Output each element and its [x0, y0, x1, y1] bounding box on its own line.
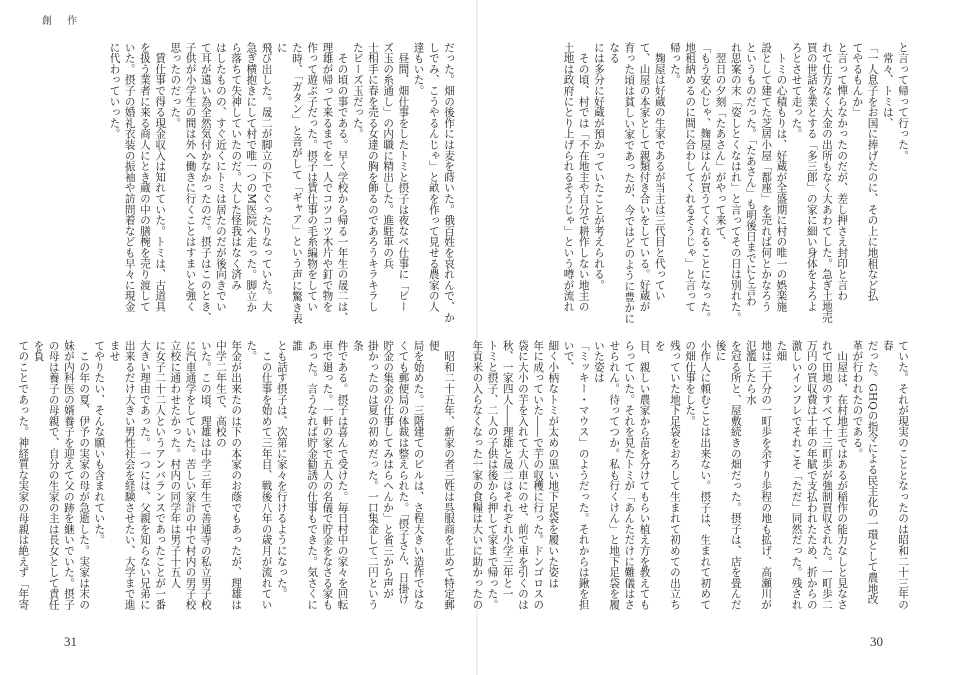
- text-column: 残っていた地下足袋をおろして生まれて初めての出立ちを: [653, 340, 681, 610]
- text-column: その頃、村では「不在地主や自分で耕作しない地主の: [577, 42, 590, 312]
- text-column: 年金が出来たのは下の本家のお蔭でもあったが、理雄は中学二年生で、高校の: [214, 340, 243, 610]
- text-column: 昭和二十五年、新家の者三姓は呉服商を止めて特定郵便: [427, 340, 455, 610]
- text-column: たビーズ玉だった。: [351, 42, 364, 140]
- text-column: はしたものの、すぐ近くにトミは居たのだが後向きでい: [214, 42, 227, 312]
- text-column: た時、「ガタン」と音がして「ギャア」という声に驚き表に: [275, 42, 303, 324]
- text-column: 飛び出した。晟二が脚立の下でぐったりなっていた。大: [260, 42, 273, 312]
- text-column: 万円の買収費は十年の年賦で支払われたため、折からの: [805, 340, 818, 610]
- text-column: 土地は政府にとり上げられるそうじゃ」という噂が流れ: [562, 42, 575, 312]
- text-column: くても郵便局の体裁は整えられた。「摂子さん、日掛け: [397, 340, 410, 605]
- text-column: 育った頃は貧しい家であったが、今ではどのように豊かになる: [608, 42, 636, 324]
- text-column: 目、親しい農家から苗を分けてもらい植え方を教えても: [638, 340, 651, 610]
- text-column: この年の夏、伊予の実家の母が急逝した。実家は末の: [78, 340, 91, 610]
- text-column: 車で廻った。一軒の家で五人の名儀で貯金をなさる家も: [321, 340, 334, 610]
- text-block-upper: [514, 42, 910, 324]
- text-column: 士相手に春を売る女達の胸を飾るのであろうキラキラし: [366, 42, 379, 312]
- text-column: と言って帰って行った。: [897, 42, 909, 161]
- text-column: とも話す摂子は、次第に家々を行けるようになった。: [275, 340, 288, 600]
- text-column: 貯金の集金の仕事してみはらへんか」と省三から声が: [382, 340, 395, 600]
- text-column: 子供が小学生の間は外へ働きに行くことはすまいと強く: [184, 42, 197, 312]
- text-column: しでみ、こうやるんじゃ」と畝を作って見せる農家の人: [427, 42, 440, 312]
- text-column: 秋、一家四人――理雄と晟二はそれぞれ小学三年と一: [501, 340, 514, 600]
- text-column: て、山屋の本家として親類付き合いをしている。好蔵が: [638, 42, 651, 312]
- text-column: 買の世話を業とする「多三郎」の家に細い身体をよろよ: [805, 42, 818, 312]
- text-column: 出来るだけ大きい男性社会を経験させたい、大学まで進ませ: [108, 340, 136, 610]
- text-column: トミの心積もりは、好蔵が全盛期に村の唯一の娯楽施: [775, 42, 788, 312]
- text-column: れ思案の末「姿しとくなはれ」と言ってその日は別れた。: [729, 42, 742, 323]
- text-column: あった。言うなれば貯金勧誘の仕事もできた。気さくに誰: [290, 340, 319, 610]
- page-30: [471, 0, 954, 675]
- text-column: に女子二十二人というアンバランスであったことが一番: [154, 340, 167, 610]
- text-column: だった。畑の後作には麦を蒔いた。俄百姓を哀れんで、か: [443, 42, 455, 323]
- text-column: 年に成っていた――で芋の収穫に行った。ドンゴロスの: [532, 340, 545, 610]
- text-column: に汽車通学をしていた。苦しい家計の中で村内の男子校: [184, 340, 197, 610]
- text-column: ズ玉の糸通し」の内職に精出した。進駐軍の兵: [382, 42, 395, 269]
- text-block-lower: [17, 340, 456, 610]
- text-block-upper: [64, 42, 456, 324]
- text-column: だった。GHQの指令による民主化の一環として農地改: [866, 340, 879, 605]
- text-column: れて仕方なく大金の出所もなく大あわてした。急ぎ土地売: [820, 42, 833, 323]
- text-column: 達もいた。: [412, 42, 425, 96]
- text-column: この仕事を始めて三年目、戦後八年の歳月が流れていた。: [245, 340, 273, 610]
- text-column: 思ったのだった。: [169, 42, 182, 129]
- text-column: 件である。摂子は喜んで受けた。毎日村中の家々を回転: [336, 340, 349, 610]
- text-column: てやるもんか」: [851, 42, 864, 118]
- text-column: いた。この頃、理雄は中学三年生で善通寺の私立男子校: [199, 340, 212, 610]
- text-column: 局を始めた。三階建てのビルは、さ程大きい造作ではな: [412, 340, 425, 610]
- text-column: を扱う業者に来る商人にとき蔵の中の膳椀を売り渡して: [138, 42, 151, 312]
- text-column: 革が行われたのである。: [851, 340, 864, 459]
- text-column: 作って遊ぶ子だった。摂子は賃仕事の毛糸編物をしてい: [306, 42, 319, 312]
- text-column: 立校に通わせたかった。村内の同学年は男子十五人: [169, 340, 182, 589]
- text-column: 賃仕事で得る現金収入は知れていた。トミは、古道具: [154, 42, 167, 312]
- text-column: てのことであった。神経質な実家の母親は絶えず「年寄: [17, 340, 30, 610]
- text-column: ていた。それが現実のこととなったのは昭和二十三年の春: [881, 340, 909, 610]
- text-column: 帰った。: [668, 42, 681, 86]
- text-column: 急ぎ横抱きにして村で唯一つのM医院へ走った。脚立か: [245, 42, 258, 313]
- text-column: 袋に大小の芋を入れて大八車にのせ、前で車を引くのは: [516, 340, 529, 610]
- text-column: 地は三十分の一町歩を余すり歩程の地も拡げ、高瀬川が氾濫したら水: [744, 340, 773, 610]
- text-column: 年貢米の入らなくなった一家の食糧は大いに助かったの: [471, 340, 484, 610]
- page-number: 31: [64, 634, 77, 649]
- text-column: 山屋は、在村地主ではあるが稲作の能力なしと見なさ: [836, 340, 849, 610]
- text-column: 昼間、畑仕事をしたトミと摂子は夜なべ仕事に「ビー: [397, 42, 410, 312]
- text-column: に代わっていった。: [108, 42, 121, 140]
- text-column: 小作人に頼むことは出来ない。摂子は、生まれて初めての畑仕事をした。: [684, 340, 712, 610]
- text-column: 設として建てた芝居小屋「都座」を売れば何とかなろう: [760, 42, 773, 312]
- text-column: ろとさせて走った。: [790, 42, 803, 140]
- page-number: 30: [870, 634, 883, 649]
- text-column: というものだった。「たあさん」も明後日までにと言わ: [744, 42, 757, 307]
- text-column: 常々、トミは、: [881, 42, 894, 129]
- text-column: ら落ちて失神していたのだ。大した怪我はなく済み: [230, 42, 243, 291]
- text-column: 翌日の夕刻「たあさん」がやって来て、: [714, 42, 727, 248]
- text-column: れて田地のすべて十三町歩が強制買収された。一町歩二: [820, 340, 833, 610]
- text-column: その頃の事である。早く学校から帰る一年生の晟二は、: [336, 42, 349, 323]
- text-column: いた。摂子の婚礼衣装の振袖や訪問着なども早々に現金: [123, 42, 136, 312]
- text-column: 地租納めるのに間に合わしてくれるそうじゃ」と言って: [684, 42, 697, 312]
- text-column: 細く小柄なトミが太めの黒い地下足袋を履いた姿は: [547, 340, 560, 589]
- text-column: の母は養子の母親で、自分の生家の主は長女として責任を負: [32, 340, 60, 610]
- text-block-lower: [471, 340, 910, 610]
- text-column: てやりたい、そんな願いも含まれていた。: [93, 340, 106, 546]
- text-column: 妹が内科医の婿養子を迎えて父の跡を継いでいた。摂子: [62, 340, 75, 610]
- text-column: 掛かったのは夏の初めだった。一口集金して二円という条: [351, 340, 379, 610]
- text-column: 「一人息子をお国に捧げたのに、その上に地租など払: [866, 42, 879, 302]
- text-column: には多分に好蔵が預かっていたことが考えられる。: [592, 42, 605, 291]
- text-column: トミと摂子、二人の子供は後から押して家まで帰った。: [486, 340, 499, 610]
- page-31: [0, 0, 476, 675]
- text-column: と言って憚らなかったのだが、差し押さえ封印と言わ: [836, 42, 849, 302]
- text-column: 大きい理由であった。一つには、父親を知らない兄弟に: [138, 340, 151, 610]
- text-column: 「ミッキー・マウス」のようだった。それからは鍬を担いで、: [562, 340, 590, 610]
- text-column: 激しいインフレでそれこそ「ただ」同然だった。残された畑: [775, 340, 803, 610]
- text-column: せられん。待ってつか。私も行くけん」と地下足袋を履いた姿は: [592, 340, 621, 610]
- text-column: 麹屋は好蔵の生家であるが当主は三代目と代ってい: [653, 42, 666, 302]
- text-column: て耳が遠い為全然気付かなかったのだ。摂子はこのとき、: [199, 42, 212, 323]
- text-column: 理雄が帰って来るまでを一人でコツコツ木片や釘で物を: [321, 42, 334, 312]
- text-column: を冠る所と、屋敷続きの畑だった。摂子は、店を畳んだ後に: [714, 340, 742, 610]
- text-column: らっていた。それを見たトミが「あんただけに難儀はさ: [623, 340, 636, 610]
- running-head: 創 作: [42, 16, 84, 27]
- text-column: 「もう安心じゃ、麹屋はんが買うてくれることになった。: [699, 42, 712, 323]
